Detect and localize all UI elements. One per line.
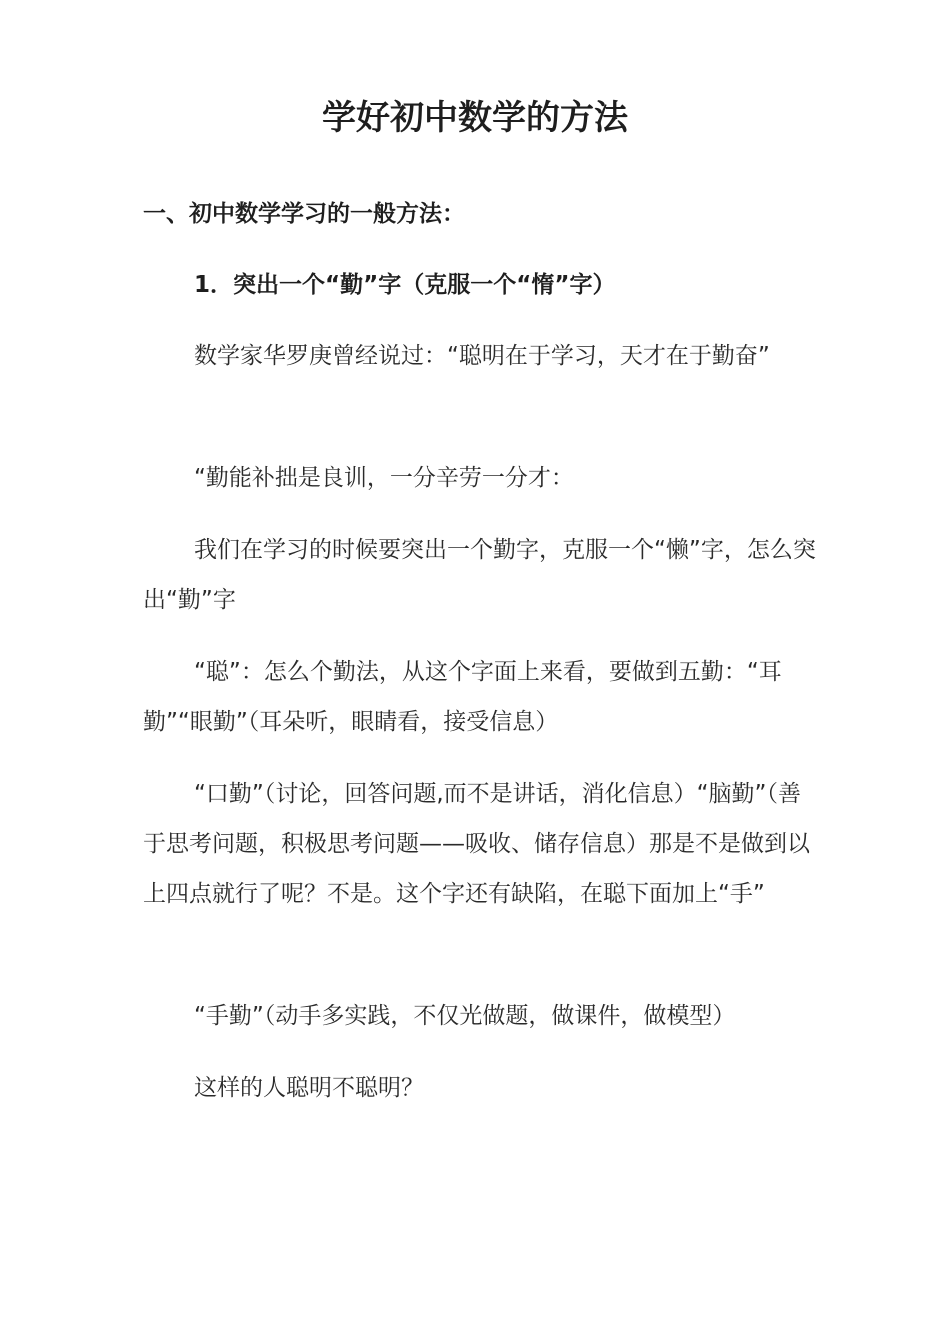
paragraph-7: 这样的人聪明不聪明？ — [194, 1075, 424, 1101]
paragraph-4: “聪”：怎么个勤法，从这个字面上来看，要做到五勤：“耳勤”“眼勤”（耳朵听，眼睛看，接受信息） — [143, 659, 782, 735]
sub-heading: 1．突出一个“勤”字（克服一个“惰”字） — [194, 272, 616, 298]
paragraph-3: 我们在学习的时候要突出一个勤字，克服一个“懒”字，怎么突出“勤”字 — [143, 537, 816, 613]
paragraph-2: “勤能补拙是良训，一分辛劳一分才： — [194, 465, 574, 491]
paragraph-1: 数学家华罗庚曾经说过：“聪明在于学习，天才在于勤奋” — [194, 343, 770, 369]
paragraph-5: “口勤”（讨论，回答问题,而不是讲话，消化信息）“脑勤”（善于思考问题，积极思考问题——吸收、储存信息）那是不是做到以上四点就行了呢？不是。这个字还有缺陷，在聪下面加上“手” — [143, 781, 810, 907]
paragraph-6: “手勤”（动手多实践，不仅光做题，做课件，做模型） — [194, 1003, 736, 1029]
section-heading: 一、初中数学学习的一般方法： — [143, 201, 465, 227]
document-title: 学好初中数学的方法 — [322, 98, 628, 138]
